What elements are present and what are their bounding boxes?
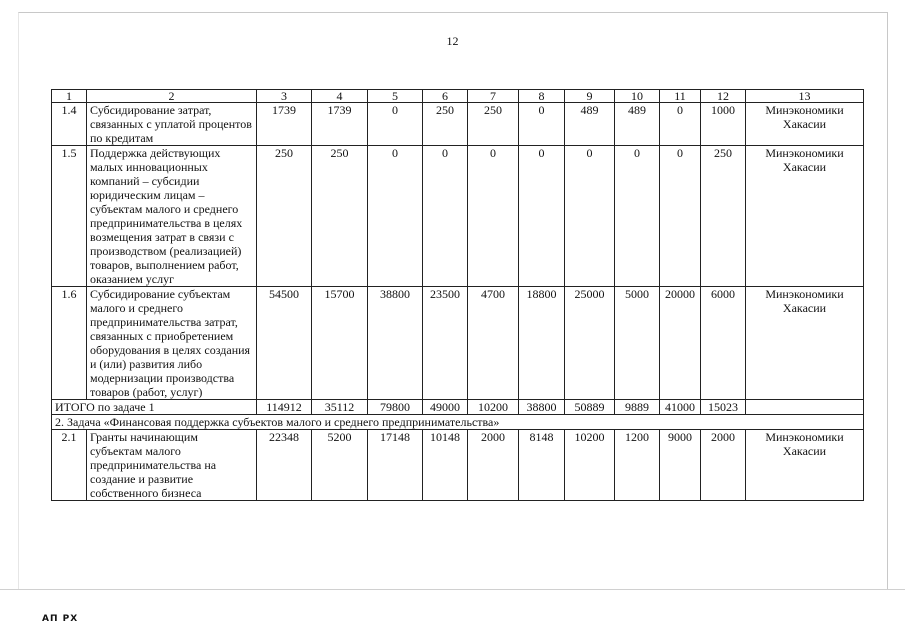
header-cell: 7 bbox=[468, 90, 519, 103]
value-cell: 10200 bbox=[565, 430, 615, 501]
total-value-cell: 9889 bbox=[615, 400, 660, 415]
value-cell: 1000 bbox=[701, 103, 746, 146]
section-row bbox=[52, 415, 864, 430]
executor-cell: Минэкономики Хакасии bbox=[746, 287, 864, 400]
header-cell: 13 bbox=[746, 90, 864, 103]
value-cell: 23500 bbox=[423, 287, 468, 400]
header-cell: 5 bbox=[368, 90, 423, 103]
row-number: 1.5 bbox=[52, 146, 87, 287]
value-cell: 489 bbox=[565, 103, 615, 146]
value-cell: 1739 bbox=[312, 103, 368, 146]
total-value-cell: 10200 bbox=[468, 400, 519, 415]
header-cell: 1 bbox=[52, 90, 87, 103]
table-row bbox=[52, 103, 864, 146]
value-cell: 0 bbox=[660, 103, 701, 146]
value-cell: 0 bbox=[368, 103, 423, 146]
section-title: 2. Задача «Финансовая поддержка субъектов малого и среднего предпринимательства» bbox=[52, 415, 864, 430]
value-cell: 250 bbox=[312, 146, 368, 287]
value-cell: 10148 bbox=[423, 430, 468, 501]
value-cell: 1739 bbox=[257, 103, 312, 146]
value-cell: 250 bbox=[423, 103, 468, 146]
value-cell: 20000 bbox=[660, 287, 701, 400]
value-cell: 5000 bbox=[615, 287, 660, 400]
row-description: Поддержка действующих малых инновационных компаний – субсидии юридическим лицам – субъектам малого и среднего предпринимательства в целях возмещения затрат в связи с производством (реализацией) товаров, выполнением работ, оказанием услуг bbox=[87, 146, 257, 287]
value-cell: 54500 bbox=[257, 287, 312, 400]
value-cell: 0 bbox=[368, 146, 423, 287]
page-number: 12 bbox=[446, 34, 459, 48]
program-table bbox=[51, 89, 864, 501]
value-cell: 4700 bbox=[468, 287, 519, 400]
value-cell: 6000 bbox=[701, 287, 746, 400]
value-cell: 489 bbox=[615, 103, 660, 146]
header-cell: 11 bbox=[660, 90, 701, 103]
value-cell: 0 bbox=[519, 146, 565, 287]
value-cell: 17148 bbox=[368, 430, 423, 501]
header-cell: 10 bbox=[615, 90, 660, 103]
value-cell: 1200 bbox=[615, 430, 660, 501]
row-description: Гранты начинающим субъектам малого предпринимательства на создание и развитие собственного бизнеса bbox=[87, 430, 257, 501]
total-label: ИТОГО по задаче 1 bbox=[52, 400, 257, 415]
value-cell: 250 bbox=[701, 146, 746, 287]
header-cell: 6 bbox=[423, 90, 468, 103]
value-cell: 0 bbox=[519, 103, 565, 146]
value-cell: 18800 bbox=[519, 287, 565, 400]
value-cell: 0 bbox=[423, 146, 468, 287]
total-executor-cell bbox=[746, 400, 864, 415]
value-cell: 0 bbox=[660, 146, 701, 287]
total-value-cell: 49000 bbox=[423, 400, 468, 415]
value-cell: 250 bbox=[257, 146, 312, 287]
value-cell: 0 bbox=[565, 146, 615, 287]
header-cell: 2 bbox=[87, 90, 257, 103]
value-cell: 22348 bbox=[257, 430, 312, 501]
page-divider bbox=[0, 589, 905, 590]
value-cell: 15700 bbox=[312, 287, 368, 400]
header-cell: 4 bbox=[312, 90, 368, 103]
row-description: Субсидирование затрат, связанных с уплатой процентов по кредитам bbox=[87, 103, 257, 146]
value-cell: 250 bbox=[468, 103, 519, 146]
value-cell: 25000 bbox=[565, 287, 615, 400]
total-value-cell: 38800 bbox=[519, 400, 565, 415]
value-cell: 2000 bbox=[701, 430, 746, 501]
header-cell: 9 bbox=[565, 90, 615, 103]
row-description: Субсидирование субъектам малого и среднего предпринимательства затрат, связанных с приобретением оборудования в целях создания и (или) развития либо модернизации производства товаров (работ, услуг) bbox=[87, 287, 257, 400]
table-row bbox=[52, 146, 864, 287]
value-cell: 5200 bbox=[312, 430, 368, 501]
total-value-cell: 79800 bbox=[368, 400, 423, 415]
table-row bbox=[52, 430, 864, 501]
total-value-cell: 50889 bbox=[565, 400, 615, 415]
executor-cell: Минэкономики Хакасии bbox=[746, 430, 864, 501]
row-number: 1.6 bbox=[52, 287, 87, 400]
total-value-cell: 41000 bbox=[660, 400, 701, 415]
footer-mark: АП РХ bbox=[42, 614, 79, 624]
executor-cell: Минэкономики Хакасии bbox=[746, 103, 864, 146]
header-cell: 12 bbox=[701, 90, 746, 103]
header-cell: 8 bbox=[519, 90, 565, 103]
row-number: 2.1 bbox=[52, 430, 87, 501]
column-number-row bbox=[52, 90, 864, 103]
total-row bbox=[52, 400, 864, 415]
header-cell: 3 bbox=[257, 90, 312, 103]
total-value-cell: 114912 bbox=[257, 400, 312, 415]
total-value-cell: 35112 bbox=[312, 400, 368, 415]
value-cell: 0 bbox=[615, 146, 660, 287]
value-cell: 38800 bbox=[368, 287, 423, 400]
value-cell: 8148 bbox=[519, 430, 565, 501]
value-cell: 9000 bbox=[660, 430, 701, 501]
table-row bbox=[52, 287, 864, 400]
value-cell: 2000 bbox=[468, 430, 519, 501]
row-number: 1.4 bbox=[52, 103, 87, 146]
executor-cell: Минэкономики Хакасии bbox=[746, 146, 864, 287]
value-cell: 0 bbox=[468, 146, 519, 287]
total-value-cell: 15023 bbox=[701, 400, 746, 415]
